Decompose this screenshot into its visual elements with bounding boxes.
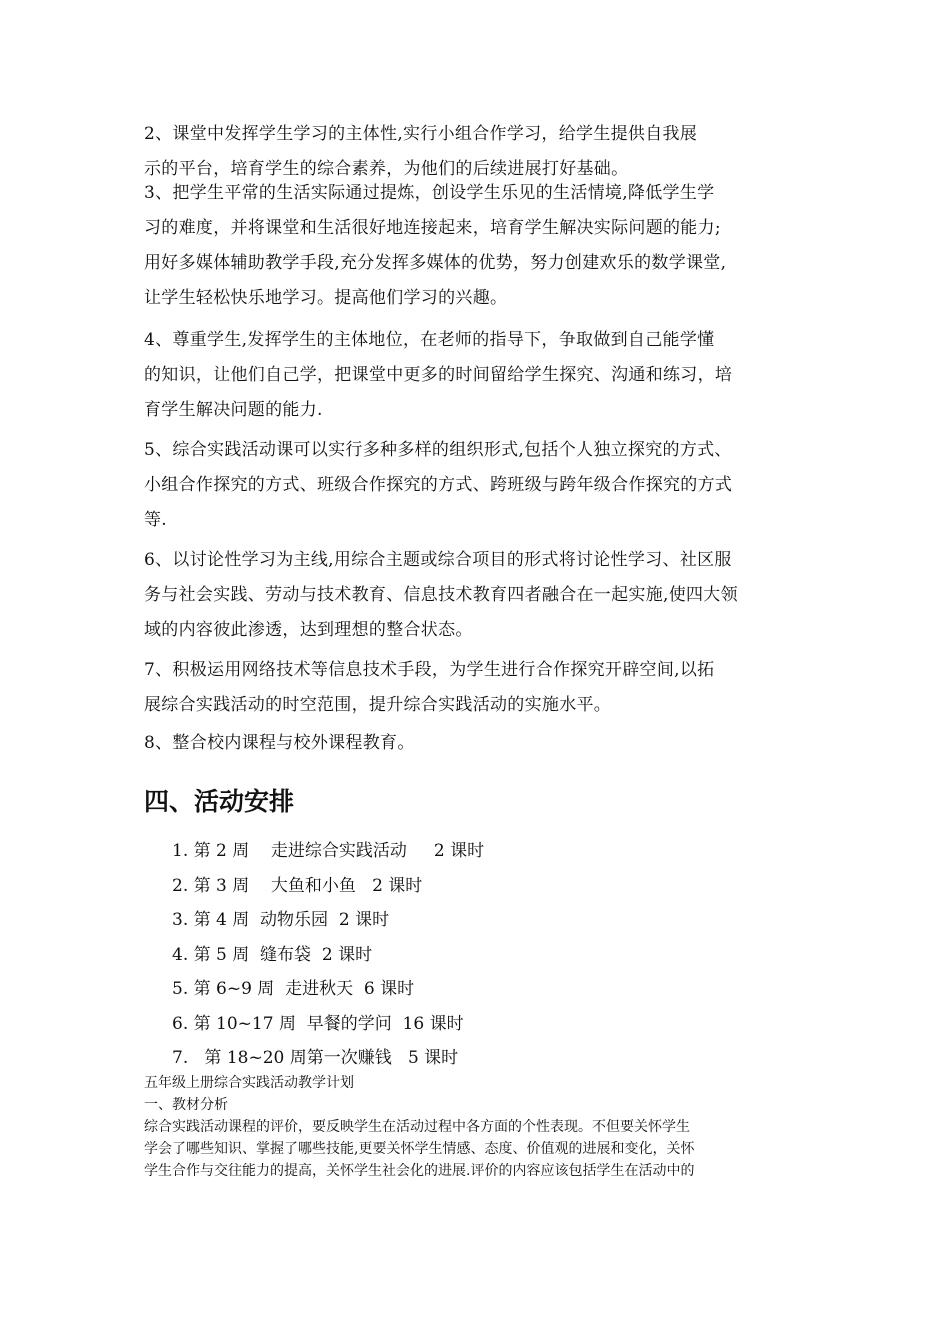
paragraph-6 [144,543,810,648]
schedule-item: 1. 第 2 周 走进综合实践活动 2 课时 [172,841,485,861]
paragraph-3 [144,176,810,316]
appendix-section [144,1072,824,1182]
paragraph-line: 等. [144,510,168,530]
paragraph-line: 7、积极运用网络技术等信息技术手段，为学生进行合作探究开辟空间,以拓 [144,660,715,680]
paragraph-line: 示的平台，培育学生的综合素养，为他们的后续进展打好基础。 [144,159,629,179]
schedule-item: 6. 第 10~17 周 早餐的学问 16 课时 [172,1013,464,1034]
schedule-item: 5. 第 6~9 周 走进秋天 6 课时 [172,979,415,999]
paragraph-line: 域的内容彼此渗透，达到理想的整合状态。 [144,620,473,640]
paragraph-line: 4、尊重学生,发挥学生的主体地位，在老师的指导下，争取做到自己能学懂 [144,330,715,350]
paragraph-line: 8、整合校内课程与校外课程教育。 [144,733,415,753]
schedule-item: 3. 第 4 周 动物乐园 2 课时 [172,910,390,930]
appendix-line: 学生合作与交往能力的提高，关怀学生社会化的进展.评价的内容应该包括学生在活动中的 [144,1163,695,1179]
paragraph-7 [144,653,810,723]
schedule-item: 4. 第 5 周 缝布袋 2 课时 [172,944,373,965]
paragraph-line: 的知识，让他们自己学，把课堂中更多的时间留给学生探究、沟通和练习，培 [144,365,733,385]
paragraph-line: 育学生解决问题的能力. [144,400,323,420]
section-heading: 四、活动安排 [144,787,295,816]
paragraph-line: 务与社会实践、劳动与技术教育、信息技术教育四者融合在一起实施,使四大领 [144,585,738,605]
appendix-subtitle: 一、教材分析 [144,1097,228,1113]
schedule-list [172,834,484,1076]
appendix-line: 学会了哪些知识、掌握了哪些技能,更要关怀学生情感、态度、价值观的进展和变化，关怀 [144,1141,695,1157]
paragraph-line: 用好多媒体辅助教学手段,充分发挥多媒体的优势，努力创建欢乐的数学课堂, [144,253,727,273]
paragraph-line: 2、课堂中发挥学生学习的主体性,实行小组合作学习，给学生提供自我展 [144,124,698,144]
paragraph-line: 6、以讨论性学习为主线,用综合主题或综合项目的形式将讨论性学习、社区服 [144,550,732,570]
appendix-line: 综合实践活动课程的评价，要反映学生在活动过程中各方面的个性表现。不但要关怀学生 [144,1119,690,1135]
paragraph-line: 让学生轻松快乐地学习。提高他们学习的兴趣。 [144,288,508,308]
schedule-item: 2. 第 3 周 大鱼和小鱼 2 课时 [172,875,423,896]
appendix-title: 五年级上册综合实践活动教学计划 [144,1075,354,1091]
paragraph-line: 3、把学生平常的生活实际通过提炼，创设学生乐见的生活情境,降低学生学 [144,183,715,203]
paragraph-line: 习的难度，并将课堂和生活很好地连接起来，培育学生解决实际问题的能力; [144,218,721,238]
paragraph-5 [144,433,810,538]
paragraph-4 [144,323,810,428]
paragraph-8 [144,726,810,761]
schedule-item: 7. 第 18~20 周第一次赚钱 5 课时 [172,1048,459,1068]
paragraph-line: 5、综合实践活动课可以实行多种多样的组织形式,包括个人独立探究的方式、 [144,440,732,460]
paragraph-line: 展综合实践活动的时空范围，提升综合实践活动的实施水平。 [144,695,612,715]
paragraph-line: 小组合作探究的方式、班级合作探究的方式、跨班级与跨年级合作探究的方式 [144,475,733,495]
